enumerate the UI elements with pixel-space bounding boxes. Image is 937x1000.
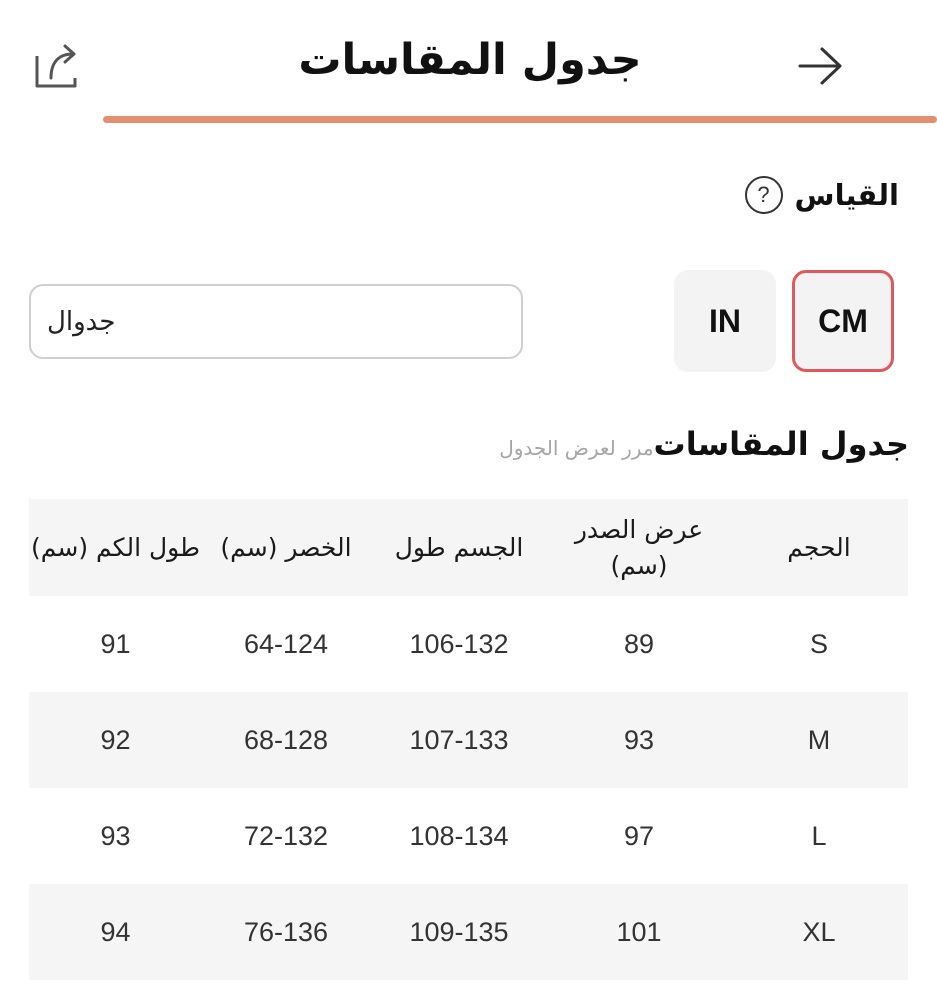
cell-chest: 89: [623, 628, 655, 659]
table-row: [29, 692, 908, 788]
unit-cm-button[interactable]: CM: [792, 270, 894, 372]
unit-in-button[interactable]: IN: [674, 270, 776, 372]
header: [0, 0, 937, 125]
share-icon: [31, 38, 81, 90]
column-header-sleeve-length: طول الكم (سم): [31, 532, 200, 562]
table-row: [29, 596, 908, 692]
cell-waist: 68-128: [243, 724, 329, 755]
chart-scroll-hint: مرر لعرض الجدول: [499, 436, 654, 460]
header-accent-bar: [103, 116, 937, 123]
cell-chest: 93: [623, 724, 655, 755]
chart-heading-row: [499, 425, 909, 475]
cell-waist: 76-136: [243, 916, 329, 947]
column-header-waist: الخصر (سم): [220, 532, 352, 562]
cell-size: L: [811, 820, 827, 851]
measure-input[interactable]: [29, 284, 523, 359]
cell-waist: 64-124: [243, 628, 329, 659]
share-button[interactable]: [28, 36, 84, 92]
measure-label-row: [745, 170, 899, 220]
column-header-body-length: الجسم طول: [394, 532, 524, 562]
column-header-size: الحجم: [787, 532, 851, 562]
cell-sleeve-length: 94: [100, 916, 131, 947]
table-header-row: [29, 499, 908, 596]
table-row: [29, 884, 908, 980]
cell-body-length: 106-132: [409, 628, 509, 659]
help-icon[interactable]: ?: [745, 176, 783, 214]
cell-body-length: 109-135: [409, 916, 509, 947]
table-row: [29, 788, 908, 884]
chart-heading: جدول المقاسات: [653, 425, 909, 463]
arrow-right-icon: [794, 46, 846, 86]
cell-body-length: 108-134: [409, 820, 509, 851]
cell-chest: 97: [623, 820, 655, 851]
column-header-chest: عرض الصدر (سم): [574, 514, 704, 580]
size-table: [29, 499, 908, 980]
cell-size: XL: [802, 916, 836, 947]
page-title: جدول المقاسات: [298, 35, 642, 85]
measure-input-value: جدوال: [47, 306, 116, 337]
measure-label: القياس: [794, 178, 899, 212]
cell-sleeve-length: 92: [100, 724, 131, 755]
cell-size: M: [807, 724, 831, 755]
cell-sleeve-length: 91: [100, 628, 131, 659]
cell-chest: 101: [616, 916, 662, 947]
back-button[interactable]: [790, 38, 850, 94]
cell-size: S: [809, 628, 828, 659]
cell-sleeve-length: 93: [100, 820, 131, 851]
cell-waist: 72-132: [243, 820, 329, 851]
cell-body-length: 107-133: [409, 724, 509, 755]
